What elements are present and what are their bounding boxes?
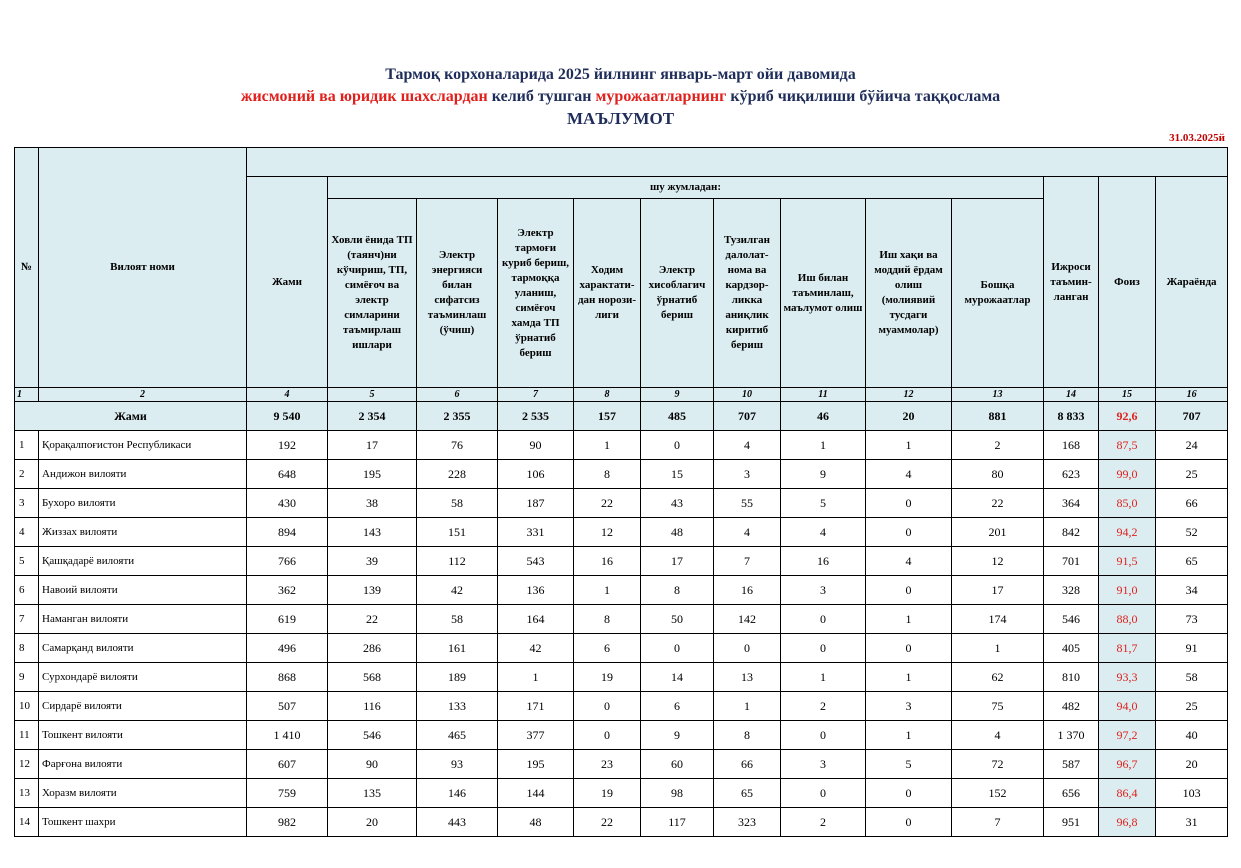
row-number: 13 xyxy=(15,779,39,808)
value-cell: 55 xyxy=(714,489,781,518)
region-name: Андижон вилояти xyxy=(39,460,247,489)
value-cell: 5 xyxy=(866,750,952,779)
col-number: 4 xyxy=(247,388,328,402)
table-row xyxy=(15,576,1228,605)
percent-cell: 87,5 xyxy=(1099,431,1156,460)
col-header-total: Жами xyxy=(247,177,328,388)
value-cell: 187 xyxy=(498,489,574,518)
col-header-staff-conduct: Ходим характати-дан норози-лиги xyxy=(574,199,641,388)
value-cell: 139 xyxy=(328,576,417,605)
col-number: 8 xyxy=(574,388,641,402)
value-cell: 34 xyxy=(1156,576,1228,605)
value-cell: 9 xyxy=(781,460,866,489)
row-number: 4 xyxy=(15,518,39,547)
value-cell: 1 xyxy=(866,431,952,460)
col-number: 1 xyxy=(15,388,39,402)
value-cell: 546 xyxy=(1044,605,1099,634)
value-cell: 587 xyxy=(1044,750,1099,779)
table-row xyxy=(15,489,1228,518)
value-cell: 6 xyxy=(641,692,714,721)
col-header-poor-supply: Электр энергияси билан сифатсиз таъминлаш (ўчиш) xyxy=(417,199,498,388)
value-cell: 12 xyxy=(952,547,1044,576)
value-cell: 546 xyxy=(328,721,417,750)
value-cell: 22 xyxy=(574,489,641,518)
col-header-act-debt: Тузилган далолат-нома ва кардзор-ликка аниқлик киритиб бериш xyxy=(714,199,781,388)
value-cell: 135 xyxy=(328,779,417,808)
value-cell: 543 xyxy=(498,547,574,576)
row-number: 10 xyxy=(15,692,39,721)
value-cell: 23 xyxy=(574,750,641,779)
value-cell: 58 xyxy=(1156,663,1228,692)
value-cell: 136 xyxy=(498,576,574,605)
value-cell: 13 xyxy=(714,663,781,692)
value-cell: 20 xyxy=(1156,750,1228,779)
total-cell: 9 540 xyxy=(247,402,328,431)
value-cell: 146 xyxy=(417,779,498,808)
value-cell: 5 xyxy=(781,489,866,518)
percent-cell: 96,8 xyxy=(1099,808,1156,837)
col-header-region: Вилоят номи xyxy=(39,148,247,388)
value-cell: 168 xyxy=(1044,431,1099,460)
percent-cell: 91,5 xyxy=(1099,547,1156,576)
value-cell: 1 xyxy=(714,692,781,721)
value-cell: 766 xyxy=(247,547,328,576)
value-cell: 8 xyxy=(574,605,641,634)
region-name: Тошкент шахри xyxy=(39,808,247,837)
value-cell: 3 xyxy=(781,576,866,605)
total-cell: 2 354 xyxy=(328,402,417,431)
col-number: 9 xyxy=(641,388,714,402)
row-number: 5 xyxy=(15,547,39,576)
col-header-in-process: Жараёнда xyxy=(1156,177,1228,388)
row-number: 6 xyxy=(15,576,39,605)
value-cell: 0 xyxy=(866,489,952,518)
col-header-meter-install: Электр хисоблагич ўрнатиб бериш xyxy=(641,199,714,388)
table-row xyxy=(15,721,1228,750)
value-cell: 623 xyxy=(1044,460,1099,489)
value-cell: 90 xyxy=(328,750,417,779)
value-cell: 4 xyxy=(714,518,781,547)
percent-cell: 88,0 xyxy=(1099,605,1156,634)
percent-cell: 96,7 xyxy=(1099,750,1156,779)
value-cell: 195 xyxy=(498,750,574,779)
col-number: 7 xyxy=(498,388,574,402)
value-cell: 619 xyxy=(247,605,328,634)
value-cell: 25 xyxy=(1156,460,1228,489)
value-cell: 73 xyxy=(1156,605,1228,634)
value-cell: 15 xyxy=(641,460,714,489)
value-cell: 1 370 xyxy=(1044,721,1099,750)
value-cell: 106 xyxy=(498,460,574,489)
value-cell: 25 xyxy=(1156,692,1228,721)
title-text-mid: келиб тушган xyxy=(487,88,596,105)
value-cell: 0 xyxy=(574,692,641,721)
value-cell: 8 xyxy=(641,576,714,605)
col-number: 12 xyxy=(866,388,952,402)
col-number: 6 xyxy=(417,388,498,402)
value-cell: 151 xyxy=(417,518,498,547)
value-cell: 1 xyxy=(866,721,952,750)
value-cell: 648 xyxy=(247,460,328,489)
col-header-percent: Фоиз xyxy=(1099,177,1156,388)
value-cell: 810 xyxy=(1044,663,1099,692)
total-cell: 8 833 xyxy=(1044,402,1099,431)
value-cell: 103 xyxy=(1156,779,1228,808)
region-name: Сурхондарё вилояти xyxy=(39,663,247,692)
col-number: 11 xyxy=(781,388,866,402)
value-cell: 144 xyxy=(498,779,574,808)
total-cell: 881 xyxy=(952,402,1044,431)
value-cell: 4 xyxy=(866,460,952,489)
value-cell: 3 xyxy=(714,460,781,489)
region-name: Наманган вилояти xyxy=(39,605,247,634)
region-name: Фарғона вилояти xyxy=(39,750,247,779)
value-cell: 62 xyxy=(952,663,1044,692)
percent-cell: 86,4 xyxy=(1099,779,1156,808)
value-cell: 17 xyxy=(952,576,1044,605)
title-text-end: кўриб чиқилиши бўйича таққослама xyxy=(726,88,1001,105)
row-number: 3 xyxy=(15,489,39,518)
region-name: Қорақалпоғистон Республикаси xyxy=(39,431,247,460)
total-cell: 485 xyxy=(641,402,714,431)
value-cell: 328 xyxy=(1044,576,1099,605)
value-cell: 143 xyxy=(328,518,417,547)
value-cell: 112 xyxy=(417,547,498,576)
table-row xyxy=(15,779,1228,808)
col-number: 16 xyxy=(1156,388,1228,402)
value-cell: 228 xyxy=(417,460,498,489)
value-cell: 152 xyxy=(952,779,1044,808)
value-cell: 195 xyxy=(328,460,417,489)
value-cell: 66 xyxy=(714,750,781,779)
row-number: 9 xyxy=(15,663,39,692)
value-cell: 52 xyxy=(1156,518,1228,547)
total-label: Жами xyxy=(15,402,247,431)
value-cell: 58 xyxy=(417,605,498,634)
total-cell: 157 xyxy=(574,402,641,431)
value-cell: 17 xyxy=(328,431,417,460)
value-cell: 4 xyxy=(866,547,952,576)
table-row xyxy=(15,663,1228,692)
value-cell: 17 xyxy=(641,547,714,576)
value-cell: 2 xyxy=(952,431,1044,460)
value-cell: 656 xyxy=(1044,779,1099,808)
value-cell: 40 xyxy=(1156,721,1228,750)
col-header-salary-aid: Иш хақи ва моддий ёрдам олиш (молиявий тусдаги муаммолар) xyxy=(866,199,952,388)
value-cell: 76 xyxy=(417,431,498,460)
table-row xyxy=(15,634,1228,663)
report-date: 31.03.2025й xyxy=(1169,132,1225,144)
value-cell: 4 xyxy=(952,721,1044,750)
report-title-line2 xyxy=(0,86,1241,108)
value-cell: 116 xyxy=(328,692,417,721)
value-cell: 48 xyxy=(641,518,714,547)
region-name: Самарқанд вилояти xyxy=(39,634,247,663)
percent-cell: 97,2 xyxy=(1099,721,1156,750)
value-cell: 568 xyxy=(328,663,417,692)
col-number: 15 xyxy=(1099,388,1156,402)
value-cell: 951 xyxy=(1044,808,1099,837)
value-cell: 98 xyxy=(641,779,714,808)
value-cell: 142 xyxy=(714,605,781,634)
value-cell: 7 xyxy=(714,547,781,576)
value-cell: 507 xyxy=(247,692,328,721)
value-cell: 2 xyxy=(781,808,866,837)
total-cell: 20 xyxy=(866,402,952,431)
value-cell: 174 xyxy=(952,605,1044,634)
region-name: Жиззах вилояти xyxy=(39,518,247,547)
value-cell: 465 xyxy=(417,721,498,750)
value-cell: 496 xyxy=(247,634,328,663)
value-cell: 1 xyxy=(781,431,866,460)
value-cell: 24 xyxy=(1156,431,1228,460)
value-cell: 192 xyxy=(247,431,328,460)
value-cell: 1 xyxy=(781,663,866,692)
value-cell: 16 xyxy=(781,547,866,576)
col-header-no: № xyxy=(15,148,39,388)
col-header-tp-relocation: Ховли ёнида ТП (таянч)ни кўчириш, ТП, симёғоч ва электр симларини таъмирлаш ишлари xyxy=(328,199,417,388)
col-header-including: шу жумладан: xyxy=(328,177,1044,199)
value-cell: 0 xyxy=(866,576,952,605)
col-number: 13 xyxy=(952,388,1044,402)
col-header-employment-info: Иш билан таъминлаш, маълумот олиш xyxy=(781,199,866,388)
column-number-row xyxy=(15,388,1228,402)
value-cell: 0 xyxy=(781,779,866,808)
value-cell: 22 xyxy=(574,808,641,837)
total-cell: 46 xyxy=(781,402,866,431)
table-row xyxy=(15,431,1228,460)
report-title-line1: Тармоқ корхоналарида 2025 йилнинг январь-март ойи давомида xyxy=(385,66,856,83)
value-cell: 759 xyxy=(247,779,328,808)
total-row xyxy=(15,402,1228,431)
percent-cell: 91,0 xyxy=(1099,576,1156,605)
value-cell: 91 xyxy=(1156,634,1228,663)
value-cell: 93 xyxy=(417,750,498,779)
total-cell: 2 535 xyxy=(498,402,574,431)
report-title-line3: МАЪЛУМОТ xyxy=(566,109,675,128)
row-number: 11 xyxy=(15,721,39,750)
percent-cell: 85,0 xyxy=(1099,489,1156,518)
value-cell: 3 xyxy=(781,750,866,779)
value-cell: 38 xyxy=(328,489,417,518)
value-cell: 9 xyxy=(641,721,714,750)
value-cell: 286 xyxy=(328,634,417,663)
value-cell: 0 xyxy=(866,779,952,808)
value-cell: 0 xyxy=(866,808,952,837)
value-cell: 22 xyxy=(952,489,1044,518)
region-name: Сирдарё вилояти xyxy=(39,692,247,721)
value-cell: 0 xyxy=(781,721,866,750)
value-cell: 22 xyxy=(328,605,417,634)
value-cell: 1 xyxy=(866,605,952,634)
value-cell: 377 xyxy=(498,721,574,750)
table-row xyxy=(15,750,1228,779)
value-cell: 4 xyxy=(714,431,781,460)
value-cell: 701 xyxy=(1044,547,1099,576)
value-cell: 39 xyxy=(328,547,417,576)
percent-cell: 99,0 xyxy=(1099,460,1156,489)
total-cell: 707 xyxy=(1156,402,1228,431)
value-cell: 1 xyxy=(866,663,952,692)
col-header-other: Бошқа мурожаатлар xyxy=(952,199,1044,388)
col-header-group xyxy=(247,148,1228,177)
row-number: 7 xyxy=(15,605,39,634)
value-cell: 66 xyxy=(1156,489,1228,518)
value-cell: 65 xyxy=(1156,547,1228,576)
value-cell: 161 xyxy=(417,634,498,663)
table-row xyxy=(15,605,1228,634)
title-highlight-persons: жисмоний ва юридик шахслардан xyxy=(240,88,488,105)
value-cell: 482 xyxy=(1044,692,1099,721)
value-cell: 50 xyxy=(641,605,714,634)
value-cell: 16 xyxy=(714,576,781,605)
value-cell: 16 xyxy=(574,547,641,576)
row-number: 12 xyxy=(15,750,39,779)
col-number: 2 xyxy=(39,388,247,402)
value-cell: 14 xyxy=(641,663,714,692)
value-cell: 1 xyxy=(574,576,641,605)
value-cell: 60 xyxy=(641,750,714,779)
value-cell: 1 xyxy=(952,634,1044,663)
row-number: 8 xyxy=(15,634,39,663)
row-number: 1 xyxy=(15,431,39,460)
percent-cell: 94,0 xyxy=(1099,692,1156,721)
table-row xyxy=(15,547,1228,576)
total-cell: 707 xyxy=(714,402,781,431)
value-cell: 72 xyxy=(952,750,1044,779)
appeals-table xyxy=(14,147,1228,837)
value-cell: 80 xyxy=(952,460,1044,489)
table-row xyxy=(15,460,1228,489)
value-cell: 48 xyxy=(498,808,574,837)
value-cell: 0 xyxy=(574,721,641,750)
value-cell: 607 xyxy=(247,750,328,779)
value-cell: 443 xyxy=(417,808,498,837)
value-cell: 164 xyxy=(498,605,574,634)
value-cell: 894 xyxy=(247,518,328,547)
value-cell: 323 xyxy=(714,808,781,837)
value-cell: 982 xyxy=(247,808,328,837)
value-cell: 42 xyxy=(498,634,574,663)
col-number: 5 xyxy=(328,388,417,402)
title-highlight-appeals: мурожаатларнинг xyxy=(595,88,727,105)
row-number: 14 xyxy=(15,808,39,837)
value-cell: 171 xyxy=(498,692,574,721)
value-cell: 65 xyxy=(714,779,781,808)
value-cell: 19 xyxy=(574,663,641,692)
region-name: Навоий вилояти xyxy=(39,576,247,605)
value-cell: 117 xyxy=(641,808,714,837)
value-cell: 20 xyxy=(328,808,417,837)
table-row xyxy=(15,518,1228,547)
value-cell: 405 xyxy=(1044,634,1099,663)
value-cell: 0 xyxy=(866,518,952,547)
value-cell: 189 xyxy=(417,663,498,692)
value-cell: 133 xyxy=(417,692,498,721)
total-cell: 2 355 xyxy=(417,402,498,431)
value-cell: 0 xyxy=(641,431,714,460)
region-name: Тошкент вилояти xyxy=(39,721,247,750)
value-cell: 0 xyxy=(714,634,781,663)
value-cell: 75 xyxy=(952,692,1044,721)
value-cell: 42 xyxy=(417,576,498,605)
col-number: 14 xyxy=(1044,388,1099,402)
value-cell: 3 xyxy=(866,692,952,721)
value-cell: 4 xyxy=(781,518,866,547)
region-name: Хоразм вилояти xyxy=(39,779,247,808)
value-cell: 1 xyxy=(574,431,641,460)
value-cell: 868 xyxy=(247,663,328,692)
value-cell: 430 xyxy=(247,489,328,518)
percent-cell: 94,2 xyxy=(1099,518,1156,547)
value-cell: 6 xyxy=(574,634,641,663)
percent-cell: 93,3 xyxy=(1099,663,1156,692)
col-header-grid-connection: Электр тармоғи куриб бериш, тармоққа уланиш, симёғоч хамда ТП ўрнатиб бериш xyxy=(498,199,574,388)
value-cell: 8 xyxy=(574,460,641,489)
value-cell: 364 xyxy=(1044,489,1099,518)
value-cell: 43 xyxy=(641,489,714,518)
table-row xyxy=(15,808,1228,837)
col-number: 10 xyxy=(714,388,781,402)
value-cell: 19 xyxy=(574,779,641,808)
value-cell: 2 xyxy=(781,692,866,721)
row-number: 2 xyxy=(15,460,39,489)
value-cell: 0 xyxy=(866,634,952,663)
value-cell: 12 xyxy=(574,518,641,547)
col-header-executed: Ижроси таъмин-ланган xyxy=(1044,177,1099,388)
value-cell: 331 xyxy=(498,518,574,547)
value-cell: 0 xyxy=(781,605,866,634)
value-cell: 0 xyxy=(781,634,866,663)
value-cell: 58 xyxy=(417,489,498,518)
value-cell: 842 xyxy=(1044,518,1099,547)
region-name: Қашқадарё вилояти xyxy=(39,547,247,576)
value-cell: 0 xyxy=(641,634,714,663)
value-cell: 31 xyxy=(1156,808,1228,837)
value-cell: 362 xyxy=(247,576,328,605)
total-percent: 92,6 xyxy=(1099,402,1156,431)
value-cell: 1 xyxy=(498,663,574,692)
value-cell: 1 410 xyxy=(247,721,328,750)
value-cell: 7 xyxy=(952,808,1044,837)
value-cell: 201 xyxy=(952,518,1044,547)
percent-cell: 81,7 xyxy=(1099,634,1156,663)
table-row xyxy=(15,692,1228,721)
value-cell: 8 xyxy=(714,721,781,750)
value-cell: 90 xyxy=(498,431,574,460)
region-name: Бухоро вилояти xyxy=(39,489,247,518)
